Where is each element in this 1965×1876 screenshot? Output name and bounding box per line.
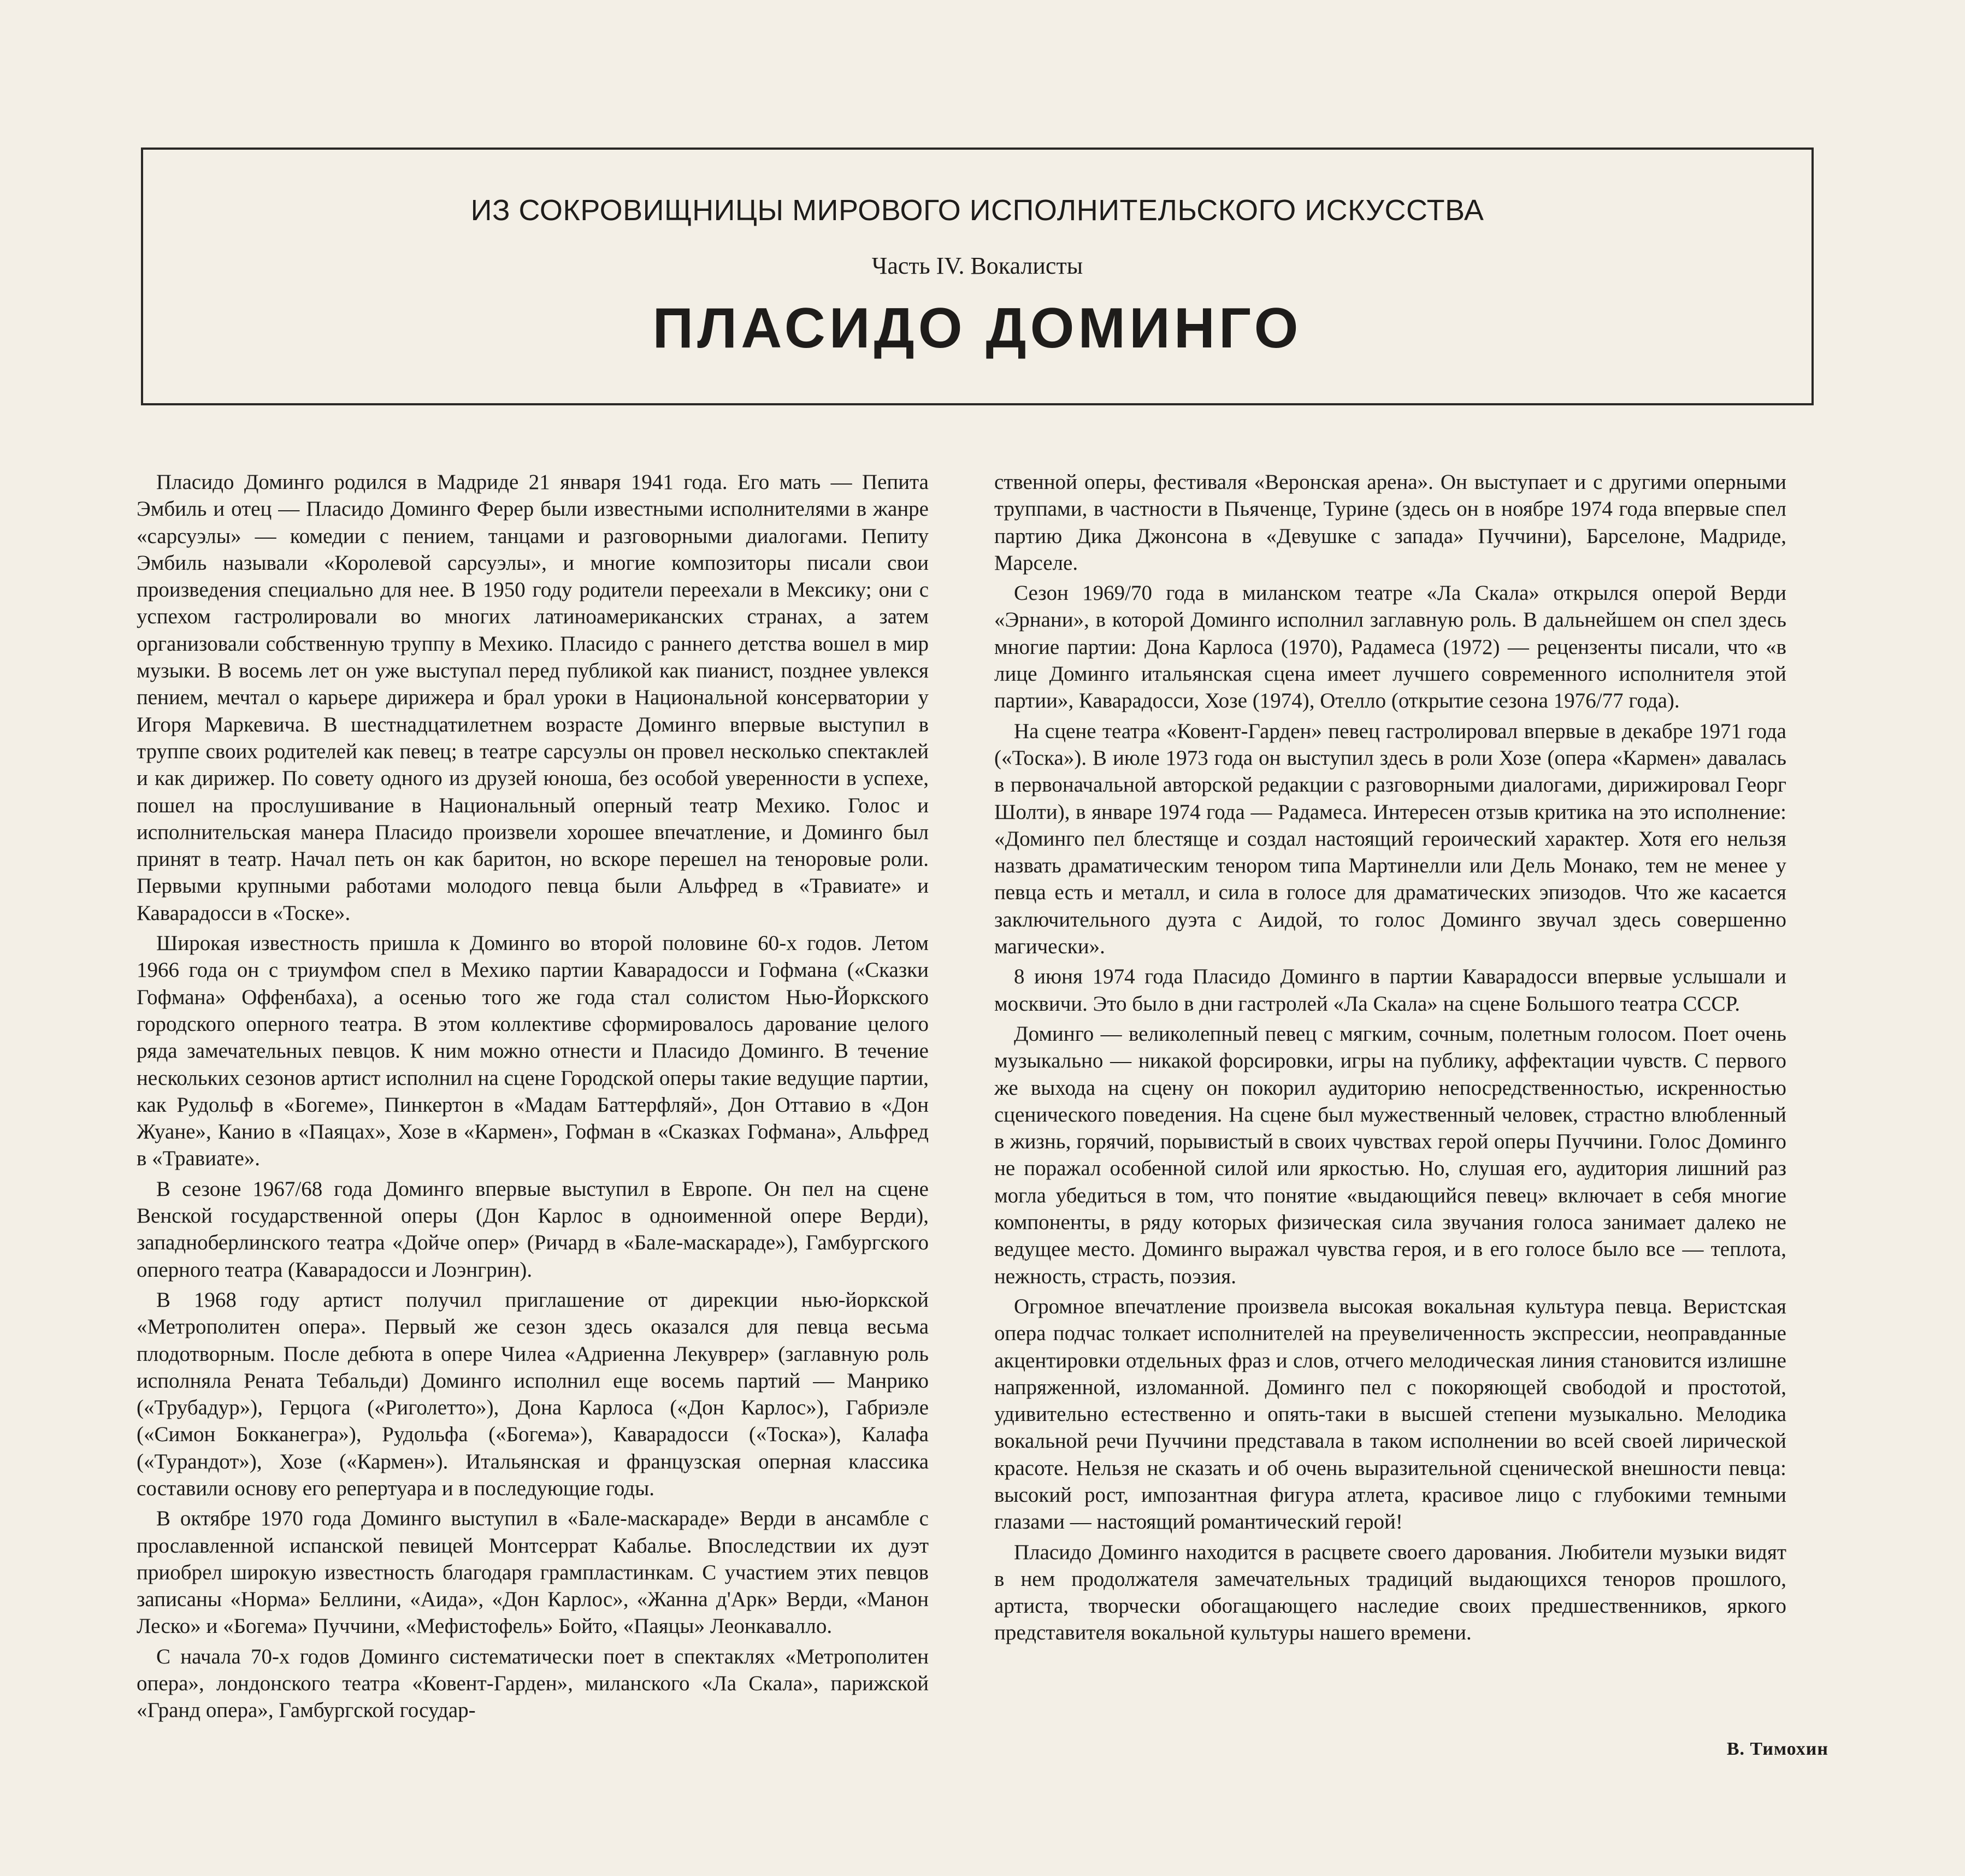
paragraph: С начала 70-х годов Доминго систематически поет в спектаклях «Метрополитен опера», лондонского театра «Ковент-Гарден», миланского «Ла Скала», парижской «Гранд опера», Гамбургской государ- bbox=[137, 1644, 929, 1722]
paragraph: В 1968 году артист получил приглашение от дирекции нью-йоркской «Метрополитен опера». Первый же сезон здесь оказался для певца весьма плодотворным. После дебюта в опере Чилеа «Адриенна Лекуврер» (заглавную роль исполняла Рената Тебальди) Доминго исполнил еще восемь партий — Манрико («Трубадур»), Герцога («Риголетто»), Дона Карлоса («Дон Карлос»), Габриэле («Симон Бокканегра»), Рудольфа («Богема»), Каварадосси («Тоска»), Калафа («Турандот»), Хозе («Кармен»). Итальянская и французская оперная классика составили основу его репертуара и в последующие годы. bbox=[137, 1288, 929, 1500]
paragraph: ственной оперы, фестиваля «Веронская арена». Он выступает и с другими оперными труппами, в частности в Пьяченце, Турине (здесь он в ноябре 1974 года впервые спел партию Дика Джонсона в «Девушке с запада» Пуччини), Барселоне, Мадриде, Марселе. bbox=[994, 470, 1786, 575]
paragraph: Пласидо Доминго находится в расцвете своего дарования. Любители музыки видят в нем продолжателя замечательных традиций выдающихся теноров прошлого, артиста, творчески обогащающего наследие своих предшественников, яркого представителя вокальной культуры нашего времени. bbox=[994, 1540, 1786, 1645]
series-title: ИЗ СОКРОВИЩНИЦЫ МИРОВОГО ИСПОЛНИТЕЛЬСКОГО ИСКУССТВА bbox=[470, 194, 1484, 227]
page-title: ПЛАСИДО ДОМИНГО bbox=[652, 297, 1302, 360]
paragraph: На сцене театра «Ковент-Гарден» певец гастролировал впервые в декабре 1971 года («Тоска»). В июле 1973 года он выступил здесь в роли Хозе (опера «Кармен» давалась в первоначальной авторской редакции с разговорными диалогами, дирижировал Георг Шолти), в январе 1974 года — Радамеса. Интересен отзыв критика на это исполнение: «Доминго пел блестяще и создал настоящий героический характер. Хотя его нельзя назвать драматическим тенором типа Мартинелли или Дель Монако, тем не менее у певца есть и металл, и сила в голосе для драматических эпизодов. Что же касается заключительного дуэта с Аидой, то голос Доминго звучал здесь совершенно магически». bbox=[994, 719, 1786, 959]
paragraph: В октябре 1970 года Доминго выступил в «Бале-маскараде» Верди в ансамбле с прославленной испанской певицей Монтсеррат Кабалье. Впоследствии их дуэт приобрел широкую известность благодаря грампластинкам. С участием этих певцов записаны «Норма» Беллини, «Аида», «Дон Карлос», «Жанна д'Арк» Верди, «Манон Леско» и «Богема» Пуччини, «Мефистофель» Бойто, «Паяцы» Леонкавалло. bbox=[137, 1507, 929, 1638]
paragraph: Широкая известность пришла к Доминго во второй половине 60-х годов. Летом 1966 года он с триумфом спел в Мехико партии Каварадосси и Гофмана («Сказки Гофмана» Оффенбаха), а осенью того же года стал солистом Нью-Йоркского городского оперного театра. В этом коллективе сформировалось дарование целого ряда замечательных певцов. К ним можно отнести и Пласидо Доминго. В течение нескольких сезонов артист исполнил на сцене Городской оперы такие ведущие партии, как Рудольф в «Богеме», Пинкертон в «Мадам Баттерфляй», Дон Оттавио в «Дон Жуане», Канио в «Паяцах», Хозе в «Кармен», Гофман в «Сказках Гофмана», Альфред в «Травиате». bbox=[137, 931, 929, 1171]
paragraph: Сезон 1969/70 года в миланском театре «Ла Скала» открылся оперой Верди «Эрнани», в которой Доминго исполнил заглавную роль. В дальнейшем он спел здесь многие партии: Дона Карлоса (1970), Радамеса (1972) — рецензенты писали, что «в лице Доминго итальянская сцена имеет лучшего современного исполнителя этой партии», Каварадосси, Хозе (1974), Отелло (открытие сезона 1976/77 года). bbox=[994, 581, 1786, 713]
paragraph: Доминго — великолепный певец с мягким, сочным, полетным голосом. Поет очень музыкально — никакой форсировки, игры на публику, аффектации чувств. С первого же выхода на сцену он покорил аудиторию непосредственностью, искренностью сценического поведения. На сцене был мужественный человек, страстно влюбленный в жизнь, горячий, порывистый в своих чувствах герой оперы Пуччини. Голос Доминго не поражал особенной силой или яркостью. Но, слушая его, аудитория лишний раз могла убедиться в том, что понятие «выдающийся певец» включает в себя многие компоненты, в ряду которых физическая сила звучания голоса занимает далеко не ведущее место. Доминго выражал чувства героя, и в его голосе было все — теплота, нежность, страсть, поэзия. bbox=[994, 1022, 1786, 1288]
part-subtitle: Часть IV. Вокалисты bbox=[871, 252, 1083, 279]
article-column-left bbox=[137, 469, 929, 1724]
header-frame bbox=[141, 148, 1814, 405]
author-signature: В. Тимохин bbox=[1726, 1739, 1828, 1759]
paragraph: Огромное впечатление произвела высокая вокальная культура певца. Веристская опера подчас толкает исполнителей на преувеличенность экспрессии, неоправданные акцентировки отдельных фраз и слов, отчего мелодическая линия становится излишне напряженной, изломанной. Доминго пел с покоряющей свободой и простотой, удивительно естественно и опять-таки в высшей степени музыкально. Мелодика вокальной речи Пуччини представала в таком исполнении во всей своей лирической красоте. Нельзя не сказать и об очень выразительной сценической внешности певца: высокий рост, импозантная фигура атлета, красивое лицо с глубокими темными глазами — настоящий романтический герой! bbox=[994, 1294, 1786, 1534]
paragraph: 8 июня 1974 года Пласидо Доминго в партии Каварадосси впервые услышали и москвичи. Это было в дни гастролей «Ла Скала» на сцене Большого театра СССР. bbox=[994, 965, 1786, 1016]
article-column-right bbox=[994, 469, 1786, 1647]
paragraph: Пласидо Доминго родился в Мадриде 21 января 1941 года. Его мать — Пепита Эмбиль и отец — Пласидо Доминго Ферер были известными исполнителями в жанре «сарсуэлы» — комедии с пением, танцами и разговорными диалогами. Пепиту Эмбиль называли «Королевой сарсуэлы», и многие композиторы писали свои произведения специально для нее. В 1950 году родители переехали в Мексику; они с успехом гастролировали во многих латиноамериканских странах, а затем организовали собственную труппу в Мехико. Пласидо с раннего детства вошел в мир музыки. В восемь лет он уже выступал перед публикой как пианист, позднее увлекся пением, мечтал о карьере дирижера и брал уроки в Национальной консерватории у Игоря Маркевича. В шестнадцатилетнем возрасте Доминго впервые выступил в труппе своих родителей как певец; в театре сарсуэлы он провел несколько спектаклей и как дирижер. По совету одного из друзей юноша, без особой уверенности в успехе, пошел на прослушивание в Национальный оперный театр Мехико. Голос и исполнительская манера Пласидо произвели хорошее впечатление, и Доминго был принят в театр. Начал петь он как баритон, но вскоре перешел на теноровые роли. Первыми крупными работами молодого певца были Альфред в «Травиате» и Каварадосси в «Тоске». bbox=[137, 470, 929, 925]
paragraph: В сезоне 1967/68 года Доминго впервые выступил в Европе. Он пел на сцене Венской государственной оперы (Дон Карлос в одноименной опере Верди), западноберлинского театра «Дойче опер» (Ричард в «Бале-маскараде»), Гамбургского оперного театра (Каварадосси и Лоэнгрин). bbox=[137, 1177, 929, 1282]
